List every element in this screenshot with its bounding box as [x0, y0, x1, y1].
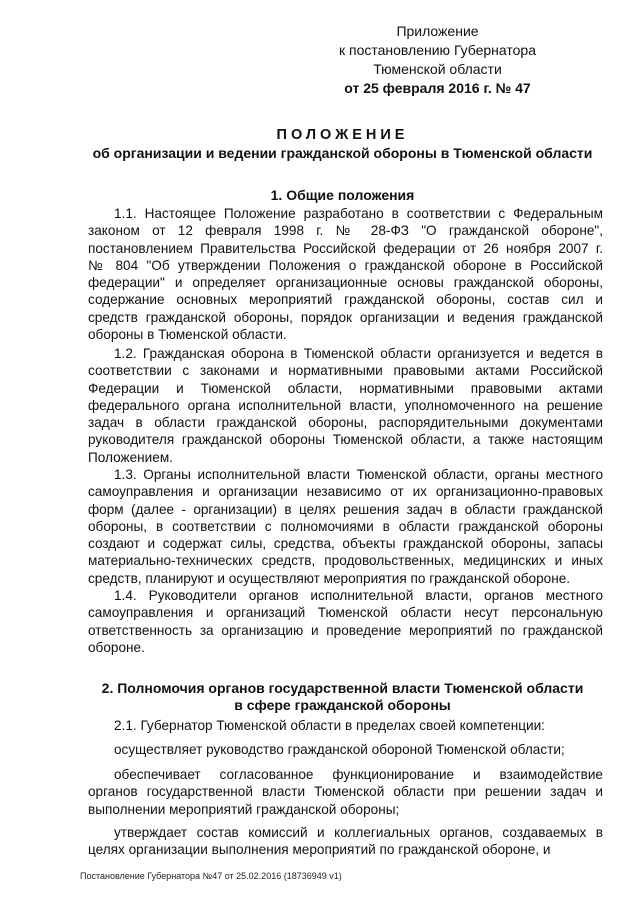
paragraph-line: постановлением Правительства Российской федерации от 26 ноября 2007 г. — [88, 240, 603, 256]
paragraph-line: самоуправления и организации независимо от их организационно-правовых — [88, 484, 603, 500]
paragraph-line: 1.1. Настоящее Положение разработано в соответствии с Федеральным — [114, 206, 603, 221]
paragraph-line: органов государственной власти Тюменской области при решении задач и — [88, 784, 603, 800]
appendix-resolution: к постановлению Губернатора — [338, 42, 536, 58]
paragraph-line: Положением. — [88, 449, 173, 465]
section2-paragraph-2 — [88, 741, 603, 758]
paragraph-line: руководителя гражданской обороны Тюменской области, а также настоящим — [88, 432, 603, 448]
paragraph-line: обороны, в соответствии с полномочиями в области гражданской обороны — [88, 518, 603, 534]
paragraph-line: № 804 "Об утверждении Положения о гражданской обороне в Российской — [88, 257, 603, 273]
paragraph-line: обороне. — [88, 639, 145, 655]
paragraph-line: обеспечивает согласованное функционирование и взаимодействие — [114, 767, 603, 782]
paragraph-line: обороны в Тюменской области. — [88, 327, 287, 343]
paragraph-line: ответственность за организацию и проведение мероприятий по гражданской — [88, 622, 603, 638]
section2-paragraph-4 — [88, 824, 603, 859]
paragraph-line: осуществляет руководство гражданской обороной Тюменской области; — [114, 742, 565, 757]
paragraph-line: форм (далее - организации) в целях решения задач в области гражданской — [88, 501, 603, 517]
paragraph-line: утверждает состав комиссий и коллегиальных органов, создаваемых в — [114, 825, 603, 840]
paragraph-line: законом от 12 февраля 1998 г. № 28-ФЗ "О гражданской обороне", — [88, 223, 603, 239]
paragraph-line: самоуправления и организаций Тюменской области несут персональную — [88, 605, 603, 621]
appendix-region: Тюменской области — [373, 61, 502, 77]
paragraph-line: создают и содержат силы, средства, объекты гражданской обороны, запасы — [88, 536, 603, 552]
paragraph-line: задач в области гражданской обороны, распорядительными документами — [88, 415, 603, 431]
section2-paragraph-3 — [88, 766, 603, 818]
paragraph-line: 1.4. Руководители органов исполнительной власти, органов местного — [114, 588, 603, 603]
paragraph-line: содержание основных мероприятий гражданской обороны, состав сил и — [88, 292, 603, 308]
paragraph-line: федерации" и определяет организационные основы гражданской обороны, — [88, 275, 603, 291]
appendix-date-number: от 25 февраля 2016 г. № 47 — [344, 80, 531, 96]
paragraph-line: целях организации выполнения мероприятий по гражданской обороне, и — [88, 842, 551, 858]
section1-paragraph-4 — [88, 587, 603, 656]
section2-heading-line1: 2. Полномочия органов государственной власти Тюменской области — [101, 680, 584, 696]
section1-paragraph-3 — [88, 466, 603, 587]
section2-heading-line2: в сфере гражданской обороны — [234, 697, 451, 713]
paragraph-line: 1.3. Органы исполнительной власти Тюменской области, органы местного — [114, 467, 603, 482]
section1-paragraph-2 — [88, 345, 603, 466]
title-subtitle: об организации и ведении гражданской обороны в Тюменской области — [92, 145, 593, 161]
appendix-label: Приложение — [396, 23, 479, 39]
paragraph-line: средств гражданской обороны, порядок организации и ведения гражданской — [88, 309, 603, 325]
paragraph-line: Федерации и Тюменской области, нормативными правовыми актами — [88, 380, 603, 396]
section1-heading: 1. Общие положения — [270, 187, 415, 203]
section2-heading — [80, 680, 605, 714]
title-main: ПОЛОЖЕНИЕ — [276, 127, 409, 143]
paragraph-line: федерального органа исполнительной власти, уполномоченного на решение — [88, 397, 603, 413]
appendix-header — [325, 22, 550, 98]
paragraph-line: материально-технических средств, продовольственных, медицинских и иных — [88, 553, 603, 569]
paragraph-line: выполнении мероприятий гражданской обороны; — [88, 801, 400, 817]
paragraph-line: средств, планируют и осуществляют мероприятия по гражданской обороне. — [88, 570, 571, 586]
paragraph-line: 1.2. Гражданская оборона в Тюменской области организуется и ведется в — [114, 346, 603, 361]
footer-document-reference: Постановление Губернатора №47 от 25.02.2016 (18736949 v1) — [80, 871, 342, 881]
paragraph-line: 2.1. Губернатор Тюменской области в пределах своей компетенции: — [114, 718, 545, 733]
document-title — [80, 126, 605, 162]
paragraph-line: соответствии с законами и нормативными правовыми актами Российской — [88, 363, 603, 379]
section2-paragraph-1 — [88, 717, 603, 734]
section1-paragraph-1 — [88, 205, 603, 343]
